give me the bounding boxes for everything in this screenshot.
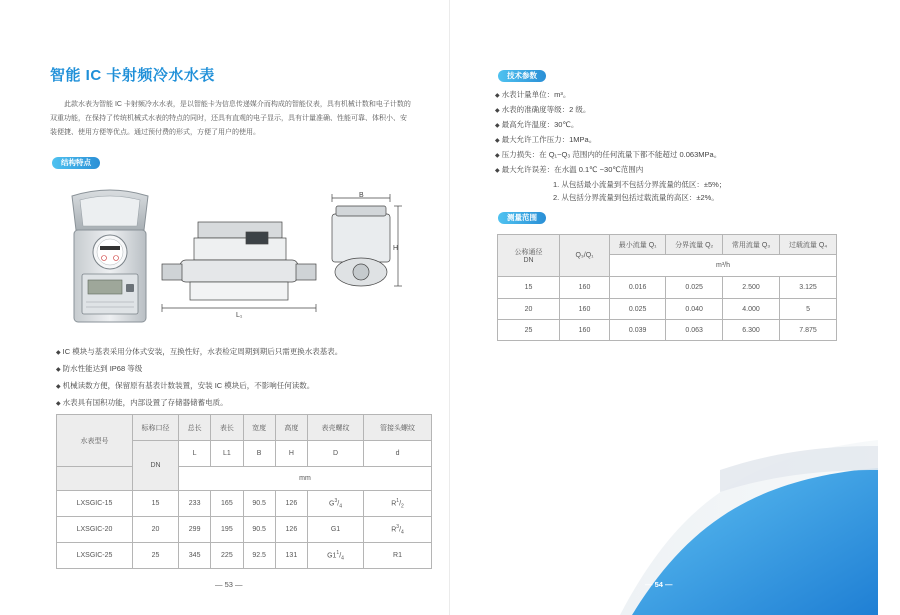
q3-cell: 2.500 xyxy=(723,277,780,299)
dn-cell: 15 xyxy=(133,491,179,517)
width-cell: 90.5 xyxy=(243,491,275,517)
length-cell: 165 xyxy=(211,491,243,517)
header-ratio: Q₃/Q₁ xyxy=(560,235,610,277)
spec-item: ◆ 最高允许温度：30℃。 xyxy=(495,118,726,133)
header-shell-thread: 表壳螺纹 xyxy=(308,415,364,441)
dn-cell: 15 xyxy=(498,277,560,299)
feature-list xyxy=(56,344,342,412)
q2-cell: 0.040 xyxy=(666,299,723,320)
symbol-cell: D xyxy=(308,441,364,467)
height-cell: 126 xyxy=(275,491,307,517)
q4-cell: 3.125 xyxy=(780,277,837,299)
length-cell: 195 xyxy=(211,517,243,543)
dimension-drawing xyxy=(154,192,402,322)
table-row xyxy=(57,543,432,569)
spec-subitem: 2. 从包括分界流量到包括过载流量的高区：±2%。 xyxy=(553,193,719,202)
header-caliber: 标称口径 xyxy=(133,415,179,441)
header-total-length: 总长 xyxy=(179,415,211,441)
header-pipe-thread: 管接头螺纹 xyxy=(364,415,432,441)
height-cell: 131 xyxy=(275,543,307,569)
ratio-cell: 160 xyxy=(560,320,610,341)
left-page xyxy=(22,0,450,615)
measurement-range-table xyxy=(497,234,837,341)
feature-item: ◆ IC 模块与基表采用分体式安装，互换性好，水表检定周期到期后只需更换水表基表。 xyxy=(56,344,342,361)
dn-cell: 20 xyxy=(498,299,560,320)
symbol-cell: L xyxy=(179,441,211,467)
spec-item: ◆ 压力损失：在 Q₁~Q₃ 范围内的任何流量下都不能超过 0.063MPa。 xyxy=(495,148,726,163)
page-number-right: — 54 — xyxy=(645,580,673,589)
page-number-left: — 53 — xyxy=(215,580,243,589)
header-q1: 最小流量 Q₁ xyxy=(610,235,666,255)
dimension-h-label: H xyxy=(393,245,399,252)
spec-item: ◆ 水表的准确度等级：2 级。 xyxy=(495,103,726,118)
dn-cell: 25 xyxy=(133,543,179,569)
spec-item: ◆ 最大允许工作压力：1MPa。 xyxy=(495,133,726,148)
q1-cell: 0.039 xyxy=(610,320,666,341)
section-label-range: 测量范围 xyxy=(498,212,546,224)
header-height: 高度 xyxy=(275,415,307,441)
total-cell: 233 xyxy=(179,491,211,517)
dimension-b-label: B xyxy=(359,192,364,199)
unit-flow: m³/h xyxy=(610,255,837,277)
pipe-thread-cell: $R^3/_4$ xyxy=(364,517,432,543)
height-cell: 126 xyxy=(275,517,307,543)
spec-item: ◆ 水表计量单位：m³。 xyxy=(495,88,726,103)
q1-cell: 0.025 xyxy=(610,299,666,320)
model-cell: LXSGIC-20 xyxy=(57,517,133,543)
header-meter-length: 表长 xyxy=(211,415,243,441)
section-label-technical: 技术参数 xyxy=(498,70,546,82)
q4-cell: 5 xyxy=(780,299,837,320)
section-label-structure: 结构特点 xyxy=(52,157,100,169)
water-meter-image xyxy=(64,188,156,328)
feature-item: ◆ 水表具有国积功能，内部设置了存储器储蓄电质。 xyxy=(56,395,342,412)
total-cell: 345 xyxy=(179,543,211,569)
dn-cell: 25 xyxy=(498,320,560,341)
header-model: 水表型号 xyxy=(57,415,133,467)
symbol-cell: d xyxy=(364,441,432,467)
ratio-cell: 160 xyxy=(560,277,610,299)
spec-subitem: 1. 从包括最小流量到不包括分界流量的低区：±5%； xyxy=(553,180,727,189)
header-q3: 常用流量 Q₃ xyxy=(723,235,780,255)
total-cell: 299 xyxy=(179,517,211,543)
q1-cell: 0.016 xyxy=(610,277,666,299)
right-page xyxy=(450,0,878,615)
shell-thread-cell: G1 xyxy=(308,517,364,543)
q2-cell: 0.025 xyxy=(666,277,723,299)
q4-cell: 7.875 xyxy=(780,320,837,341)
dimension-l1-label: L₁ xyxy=(236,312,243,319)
length-cell: 225 xyxy=(211,543,243,569)
dimensions-table xyxy=(56,414,432,569)
q2-cell: 0.063 xyxy=(666,320,723,341)
q3-cell: 6.300 xyxy=(723,320,780,341)
shell-thread-cell: $G1^1/_4$ xyxy=(308,543,364,569)
spec-list xyxy=(495,88,726,204)
table-row xyxy=(57,491,432,517)
header-width: 宽度 xyxy=(243,415,275,441)
symbol-cell: H xyxy=(275,441,307,467)
table-row xyxy=(498,299,837,320)
model-cell: LXSGIC-15 xyxy=(57,491,133,517)
header-q4: 过载流量 Q₄ xyxy=(780,235,837,255)
intro-paragraph: 此款水表为智能 IC 卡射频冷水水表，是以智能卡为信息传递媒介而构成的智能仪表，具有机械计数和电子计数的双重功能，在保持了传统机械式水表的特点的同时，还具有直观的电子显示，具有计量准确、性能可靠、体积小、安装便捷、使用方便等优点。通过预付费的形式，方便了用户的使用。 xyxy=(50,101,411,136)
symbol-cell: B xyxy=(243,441,275,467)
ratio-cell: 160 xyxy=(560,299,610,320)
header-q2: 分界流量 Q₂ xyxy=(666,235,723,255)
unit-dn: DN xyxy=(133,441,179,491)
pipe-thread-cell: R1 xyxy=(364,543,432,569)
spec-item: ◆ 最大允许误差：在水温 0.1℃ ~30℃范围内 xyxy=(495,163,726,178)
table-row xyxy=(498,277,837,299)
width-cell: 92.5 xyxy=(243,543,275,569)
table-row xyxy=(57,517,432,543)
model-header-spacer xyxy=(57,467,133,491)
dn-cell: 20 xyxy=(133,517,179,543)
table-row xyxy=(498,320,837,341)
pipe-thread-cell: $R^1/_2$ xyxy=(364,491,432,517)
width-cell: 90.5 xyxy=(243,517,275,543)
shell-thread-cell: $G^3/_4$ xyxy=(308,491,364,517)
model-cell: LXSGIC-25 xyxy=(57,543,133,569)
product-title: 智能 IC 卡射频冷水水表 xyxy=(50,67,215,84)
feature-item: ◆ 机械读数方便，保留原有基表计数装置，安装 IC 模块后，不影响任何读数。 xyxy=(56,378,342,395)
unit-mm: mm xyxy=(179,467,432,491)
feature-item: ◆ 防水性能达到 IP68 等级 xyxy=(56,361,342,378)
header-dn: 公称通径 DN xyxy=(498,235,560,277)
symbol-cell: L1 xyxy=(211,441,243,467)
q3-cell: 4.000 xyxy=(723,299,780,320)
